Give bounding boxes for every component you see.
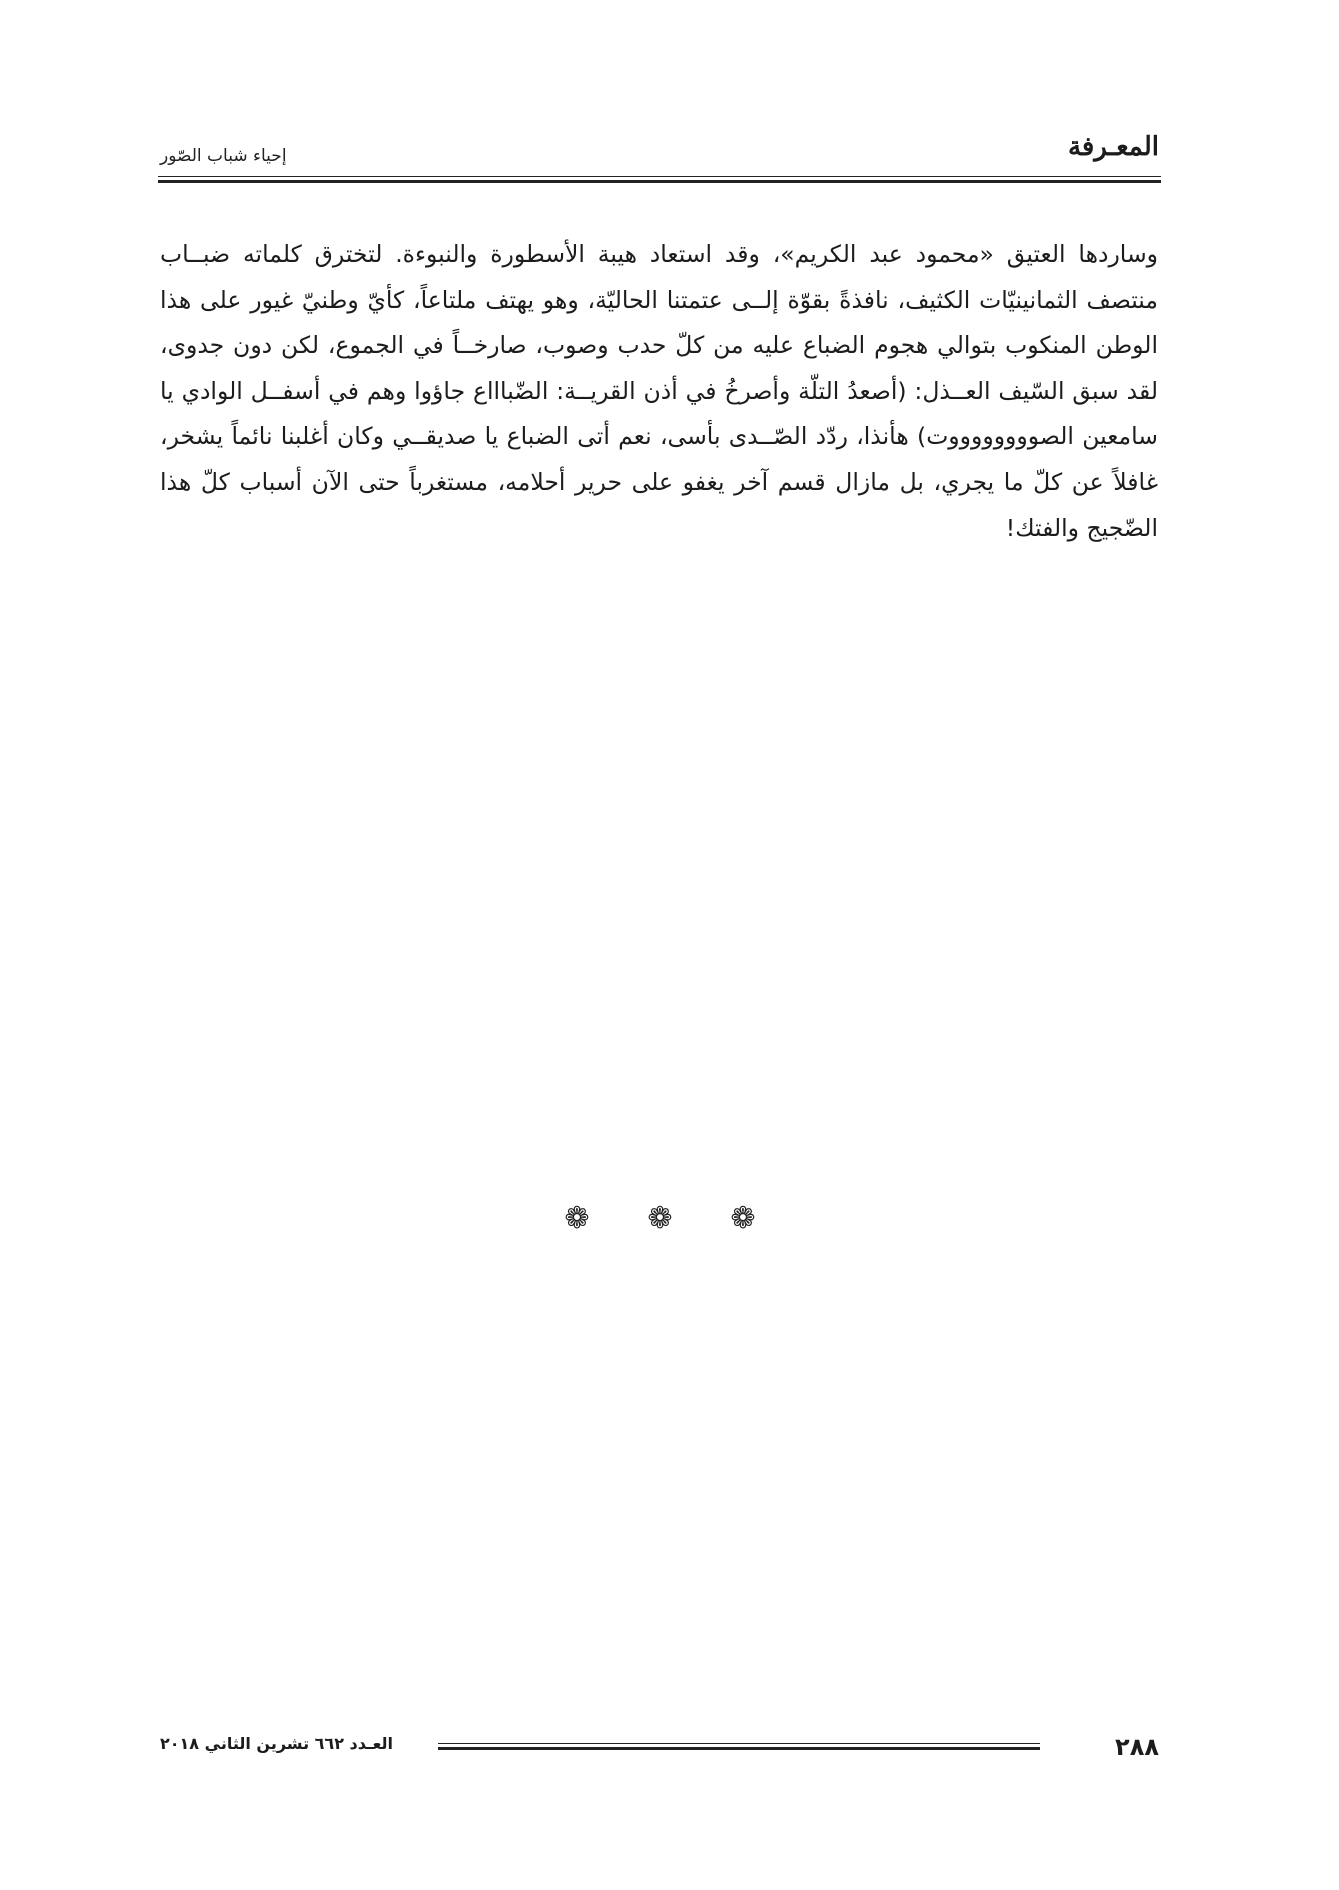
header-rule-thick <box>158 180 1161 183</box>
magazine-logo: المعـرفة <box>1067 132 1159 162</box>
page-number: ٢٨٨ <box>1115 1733 1159 1761</box>
section-separator <box>560 1203 760 1235</box>
header-rule-thin <box>158 176 1161 177</box>
flower-ornament-icon: ❁ <box>730 1201 756 1236</box>
running-header-title: إحياء شباب الصّور <box>160 146 287 166</box>
article-body <box>160 232 1158 551</box>
footer-rule-thick <box>438 1747 1040 1750</box>
flower-ornament-icon: ❁ <box>564 1201 590 1236</box>
article-paragraph: وساردها العتيق «محمود عبد الكريم»، وقد استعاد هيبة الأسطورة والنبوءة. لتخترق كلماته ضبــاب منتصف الثمانينيّات الكثيف، نافذةً بقوّة إلــى عتمتنا الحاليّة، وهو يهتف ملتاعاً، كأيّ وطنيّ غيور على هذا الوطن المنكوب بتوالي هجوم الضباع عليه من كلّ حدب وصوب، صارخــاً في الجموع، لكن دون جدوى، لقد سبق السّيف العــذل: (أصعدُ التلّة وأصرخُ في أذن القريــة: الضّباااع جاؤوا وهم في أسفــل الوادي يا سامعين الصووووووووت) هأنذا، ردّد الصّــدى بأسى، نعم أتى الضباع يا صديقــي وكان أغلبنا نائماً يشخر، غافلاً عن كلّ ما يجري، بل مازال قسم آخر يغفو على حرير أحلامه، مستغرباً حتى الآن أسباب كلّ هذا الضّجيج والفتك! <box>160 240 1158 542</box>
issue-label: العـدد ٦٦٢ تشرين الثاني ٢٠١٨ <box>160 1734 393 1753</box>
flower-ornament-icon: ❁ <box>647 1201 673 1236</box>
footer-rule-thin <box>438 1743 1040 1744</box>
